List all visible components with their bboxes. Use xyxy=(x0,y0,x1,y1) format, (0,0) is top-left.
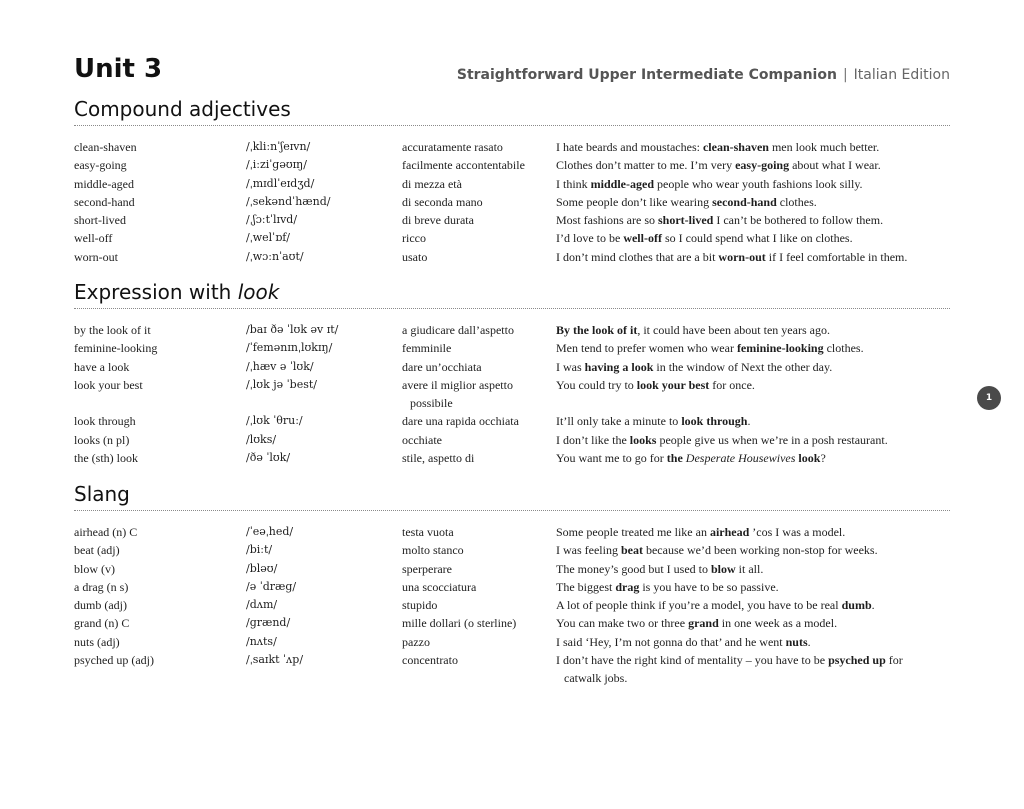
vocab-row xyxy=(74,560,950,578)
vocab-translation xyxy=(402,578,556,596)
section-slang xyxy=(74,480,950,688)
example-text: I said ‘Hey, I’m not gonna do that’ and he went xyxy=(556,634,786,649)
example-text: for xyxy=(885,653,903,668)
vocab-term: clean-shaven xyxy=(74,140,137,154)
vocab-pronunciation: /ə ˈdræg/ xyxy=(246,579,297,593)
example-text: I think xyxy=(556,176,591,191)
vocab-translation xyxy=(402,651,556,688)
vocab-row xyxy=(74,229,950,247)
vocab-row xyxy=(74,541,950,559)
vocab-pronunciation: /ˈeəˌhed/ xyxy=(246,525,294,538)
translation-text: di mezza età xyxy=(402,176,462,191)
vocab-example xyxy=(556,193,950,211)
vocab-translation xyxy=(402,175,556,193)
vocab-translation xyxy=(402,596,556,614)
example-keyword: nuts xyxy=(785,634,808,649)
vocab-example xyxy=(556,633,950,651)
vocab-term: dumb (adj) xyxy=(74,598,127,613)
vocab-translation xyxy=(402,193,556,211)
example-text: Clothes don’t matter to me. I’m very xyxy=(556,158,736,173)
section-title: Compound adjectives xyxy=(74,97,291,121)
vocab-list xyxy=(74,321,950,467)
example-text: It’ll only take a minute to xyxy=(556,414,682,429)
dotted-divider xyxy=(74,510,950,511)
example-keyword: easy-going xyxy=(735,158,790,173)
vocab-example xyxy=(556,578,950,596)
example-keyword: dumb xyxy=(841,598,872,613)
translation-text: avere il miglior aspetto xyxy=(402,377,513,392)
vocab-example xyxy=(556,449,950,467)
example-keyword: the xyxy=(666,451,683,466)
vocab-term: have a look xyxy=(74,359,130,374)
example-text: . xyxy=(871,598,875,613)
vocab-translation xyxy=(402,633,556,651)
example-text: for once. xyxy=(709,377,755,392)
example-text: I was feeling xyxy=(556,543,621,558)
vocab-example xyxy=(556,523,950,541)
vocab-list xyxy=(74,138,950,266)
vocab-term: short-lived xyxy=(74,213,126,228)
vocab-row xyxy=(74,596,950,614)
vocab-pronunciation: /ˌsekəndˈhænd/ xyxy=(246,194,331,208)
vocab-translation xyxy=(402,138,556,156)
vocab-pronunciation: /lʊks/ xyxy=(246,432,277,446)
example-continued: catwalk jobs. xyxy=(564,671,628,686)
vocab-translation xyxy=(402,431,556,449)
example-keyword: look your best xyxy=(636,377,710,392)
vocab-row xyxy=(74,248,950,266)
vocab-row xyxy=(74,614,950,632)
translation-text: accuratamente rasato xyxy=(402,140,503,154)
vocab-term: well-off xyxy=(74,231,113,246)
translation-text: di breve durata xyxy=(402,213,474,228)
example-text: because we’d been working non-stop for weeks. xyxy=(642,543,878,558)
vocab-row xyxy=(74,156,950,174)
example-text: I can’t be bothered to follow them. xyxy=(713,213,884,228)
example-keyword: looks xyxy=(629,432,657,447)
example-text: The biggest xyxy=(556,579,616,594)
example-text: You can make two or three xyxy=(556,616,689,631)
vocab-term: look through xyxy=(74,414,136,429)
vocab-example xyxy=(556,138,950,156)
vocab-term: nuts (adj) xyxy=(74,634,120,649)
section-expression-with-look xyxy=(74,278,950,467)
vocab-row xyxy=(74,211,950,229)
vocab-pronunciation: /ðə ˈlʊk/ xyxy=(246,451,291,465)
example-text: people who wear youth fashions look silly. xyxy=(654,176,863,191)
section-title xyxy=(74,278,950,306)
vocab-translation xyxy=(402,248,556,266)
example-text: in one week as a model. xyxy=(718,616,838,631)
example-keyword: drag xyxy=(615,579,640,594)
vocab-row xyxy=(74,376,950,413)
vocab-pronunciation: /ˈfemənɪnˌlʊkɪŋ/ xyxy=(246,341,333,355)
example-text: about what I wear. xyxy=(789,158,881,173)
example-text: I don’t like the xyxy=(556,432,630,447)
example-keyword: look xyxy=(798,451,821,466)
example-keyword: well-off xyxy=(623,231,662,246)
vocab-translation xyxy=(402,358,556,376)
translation-text: sperperare xyxy=(402,561,452,576)
example-text: ? xyxy=(820,451,826,466)
example-text: The money’s good but I used to xyxy=(556,561,711,576)
vocab-translation xyxy=(402,211,556,229)
vocab-pronunciation: /ˌlʊk jə ˈbest/ xyxy=(246,377,317,391)
example-keyword: By the look of it xyxy=(556,323,638,337)
example-text: if I feel comfortable in them. xyxy=(765,249,908,264)
vocab-example xyxy=(556,541,950,559)
vocab-row xyxy=(74,138,950,156)
example-text: I hate beards and moustaches: xyxy=(556,140,703,154)
section-title-plain: Expression with xyxy=(74,280,238,304)
vocab-pronunciation: /grænd/ xyxy=(246,616,291,630)
vocab-example xyxy=(556,229,950,247)
page-number-badge: 1 xyxy=(977,386,1001,410)
vocab-pronunciation: /ˌlʊk ˈθruː/ xyxy=(246,414,303,428)
translation-text: facilmente accontentabile xyxy=(402,158,525,173)
vocab-pronunciation: /dʌm/ xyxy=(246,598,278,612)
vocab-row xyxy=(74,339,950,357)
example-keyword: second-hand xyxy=(712,194,777,209)
example-text: ’cos I was a model. xyxy=(749,525,846,539)
example-text: men look much better. xyxy=(768,140,880,154)
vocab-term: looks (n pl) xyxy=(74,432,130,447)
example-text: clothes. xyxy=(823,341,864,356)
vocab-row xyxy=(74,651,950,688)
translation-continued: possibile xyxy=(410,396,453,411)
vocab-example xyxy=(556,376,950,413)
translation-text: femminile xyxy=(402,341,452,356)
vocab-pronunciation: /ˌʃɔːtˈlɪvd/ xyxy=(246,213,298,227)
vocab-pronunciation: /biːt/ xyxy=(246,543,273,557)
example-text: Men tend to prefer women who wear xyxy=(556,341,737,356)
book-header xyxy=(457,67,950,83)
vocab-example xyxy=(556,156,950,174)
example-keyword: short-lived xyxy=(658,213,714,228)
vocab-term: psyched up (adj) xyxy=(74,653,154,668)
example-italic: Desperate Housewives xyxy=(685,451,796,466)
example-text: it all. xyxy=(735,561,764,576)
example-keyword: psyched up xyxy=(828,653,886,668)
book-title: Straightforward Upper Intermediate Companion xyxy=(456,67,837,83)
section-compound-adjectives xyxy=(74,95,950,266)
dotted-divider xyxy=(74,125,950,126)
example-text: You could try to xyxy=(556,377,637,392)
vocab-term: a drag (n s) xyxy=(74,579,129,594)
vocab-example xyxy=(556,412,950,430)
example-text: I was xyxy=(556,359,585,374)
vocab-term: middle-aged xyxy=(74,176,134,191)
vocab-pronunciation: /ˌhæv ə ˈlʊk/ xyxy=(246,359,314,373)
example-text: Some people treated me like an xyxy=(556,525,710,539)
vocab-row xyxy=(74,523,950,541)
translation-text: di seconda mano xyxy=(402,194,483,209)
header-separator: | xyxy=(842,67,848,83)
vocab-translation xyxy=(402,560,556,578)
vocab-translation xyxy=(402,614,556,632)
example-text: A lot of people think if you’re a model, you have to be real xyxy=(556,598,842,613)
vocab-pronunciation: /ˌwelˈɒf/ xyxy=(246,231,291,245)
translation-text: testa vuota xyxy=(402,525,454,539)
vocab-row xyxy=(74,431,950,449)
translation-text: molto stanco xyxy=(402,543,464,558)
vocab-example xyxy=(556,596,950,614)
vocab-row xyxy=(74,449,950,467)
dotted-divider xyxy=(74,308,950,309)
vocab-term: the (sth) look xyxy=(74,451,138,466)
example-keyword: clean-shaven xyxy=(702,140,769,154)
section-title: Slang xyxy=(74,482,130,506)
vocab-pronunciation: /baɪ ðə ˈlʊk əv ɪt/ xyxy=(246,323,339,336)
vocab-example xyxy=(556,248,950,266)
example-text: I’d love to be xyxy=(556,231,624,246)
vocab-term: grand (n) C xyxy=(74,616,130,631)
vocab-row xyxy=(74,412,950,430)
example-keyword: middle-aged xyxy=(590,176,655,191)
vocab-example xyxy=(556,175,950,193)
example-keyword: airhead xyxy=(709,525,750,539)
vocab-example xyxy=(556,339,950,357)
translation-text: una scocciatura xyxy=(402,579,477,594)
section-title-italic: look xyxy=(237,280,280,304)
translation-text: dare un’occhiata xyxy=(402,359,482,374)
vocab-pronunciation: /ˌsaɪkt ˈʌp/ xyxy=(246,653,304,667)
vocab-pronunciation: /ˌmɪdlˈeɪdʒd/ xyxy=(246,176,315,190)
vocab-row xyxy=(74,633,950,651)
vocab-translation xyxy=(402,523,556,541)
example-text: so I could spend what I like on clothes. xyxy=(661,231,853,246)
example-text: . xyxy=(747,414,751,429)
translation-text: stile, aspetto di xyxy=(402,451,475,466)
example-text: , it could have been about ten years ago. xyxy=(637,323,830,337)
translation-text: dare una rapida occhiata xyxy=(402,414,519,429)
vocab-translation xyxy=(402,229,556,247)
vocab-example xyxy=(556,651,950,688)
vocab-term: feminine-looking xyxy=(74,341,158,356)
vocab-term: blow (v) xyxy=(74,561,115,576)
example-text: I don’t mind clothes that are a bit xyxy=(556,249,719,264)
vocab-term: by the look of it xyxy=(74,323,151,337)
vocab-translation xyxy=(402,321,556,339)
vocab-row xyxy=(74,321,950,339)
vocab-translation xyxy=(402,412,556,430)
example-text: in the window of Next the other day. xyxy=(653,359,833,374)
vocab-row xyxy=(74,175,950,193)
example-keyword: feminine-looking xyxy=(736,341,824,356)
example-keyword: blow xyxy=(710,561,736,576)
example-keyword: worn-out xyxy=(718,249,766,264)
vocab-pronunciation: /ˌkliːnˈʃeɪvn/ xyxy=(246,140,311,153)
vocab-term: beat (adj) xyxy=(74,543,120,558)
vocab-example xyxy=(556,614,950,632)
vocab-example xyxy=(556,358,950,376)
vocab-term: airhead (n) C xyxy=(74,525,138,539)
example-text: Some people don’t like wearing xyxy=(556,194,713,209)
unit-title: Unit 3 xyxy=(74,54,163,84)
vocab-translation xyxy=(402,541,556,559)
vocab-translation xyxy=(402,339,556,357)
example-keyword: look through xyxy=(681,414,748,429)
edition-label: Italian Edition xyxy=(853,67,950,83)
vocab-example xyxy=(556,560,950,578)
translation-text: pazzo xyxy=(402,634,430,649)
vocab-pronunciation: /nʌts/ xyxy=(246,634,277,648)
example-keyword: having a look xyxy=(584,359,654,374)
vocab-translation xyxy=(402,449,556,467)
vocab-term: easy-going xyxy=(74,158,127,173)
translation-text: occhiate xyxy=(402,432,442,447)
vocab-translation xyxy=(402,156,556,174)
translation-text: mille dollari (o sterline) xyxy=(402,616,517,631)
example-text: You want me to go for xyxy=(556,451,667,466)
translation-text: ricco xyxy=(402,231,426,246)
translation-text: usato xyxy=(402,249,428,264)
example-text: . xyxy=(807,634,811,649)
vocab-example xyxy=(556,211,950,229)
example-keyword: grand xyxy=(688,616,719,631)
translation-text: concentrato xyxy=(402,653,458,668)
vocab-row xyxy=(74,578,950,596)
vocab-pronunciation: /ˌwɔːnˈaʊt/ xyxy=(246,249,304,263)
vocab-example xyxy=(556,431,950,449)
example-text: clothes. xyxy=(776,194,817,209)
example-keyword: beat xyxy=(620,543,643,558)
vocab-pronunciation: /ˌiːziˈgəʊɪŋ/ xyxy=(246,158,307,172)
vocab-list xyxy=(74,523,950,688)
translation-text: a giudicare dall’aspetto xyxy=(402,323,514,337)
example-text: Most fashions are so xyxy=(556,213,658,228)
vocab-row xyxy=(74,358,950,376)
vocab-row xyxy=(74,193,950,211)
vocab-pronunciation: /bləʊ/ xyxy=(246,561,278,575)
example-text: I don’t have the right kind of mentality – you have to be xyxy=(556,653,829,668)
vocab-term: second-hand xyxy=(74,194,135,209)
vocab-term: look your best xyxy=(74,377,143,392)
vocab-term: worn-out xyxy=(74,249,118,264)
vocab-translation xyxy=(402,376,556,413)
example-text: is you have to be so passive. xyxy=(639,579,779,594)
example-text: people give us when we’re in a posh restaurant. xyxy=(656,432,888,447)
vocab-example xyxy=(556,321,950,339)
translation-text: stupido xyxy=(402,598,438,613)
